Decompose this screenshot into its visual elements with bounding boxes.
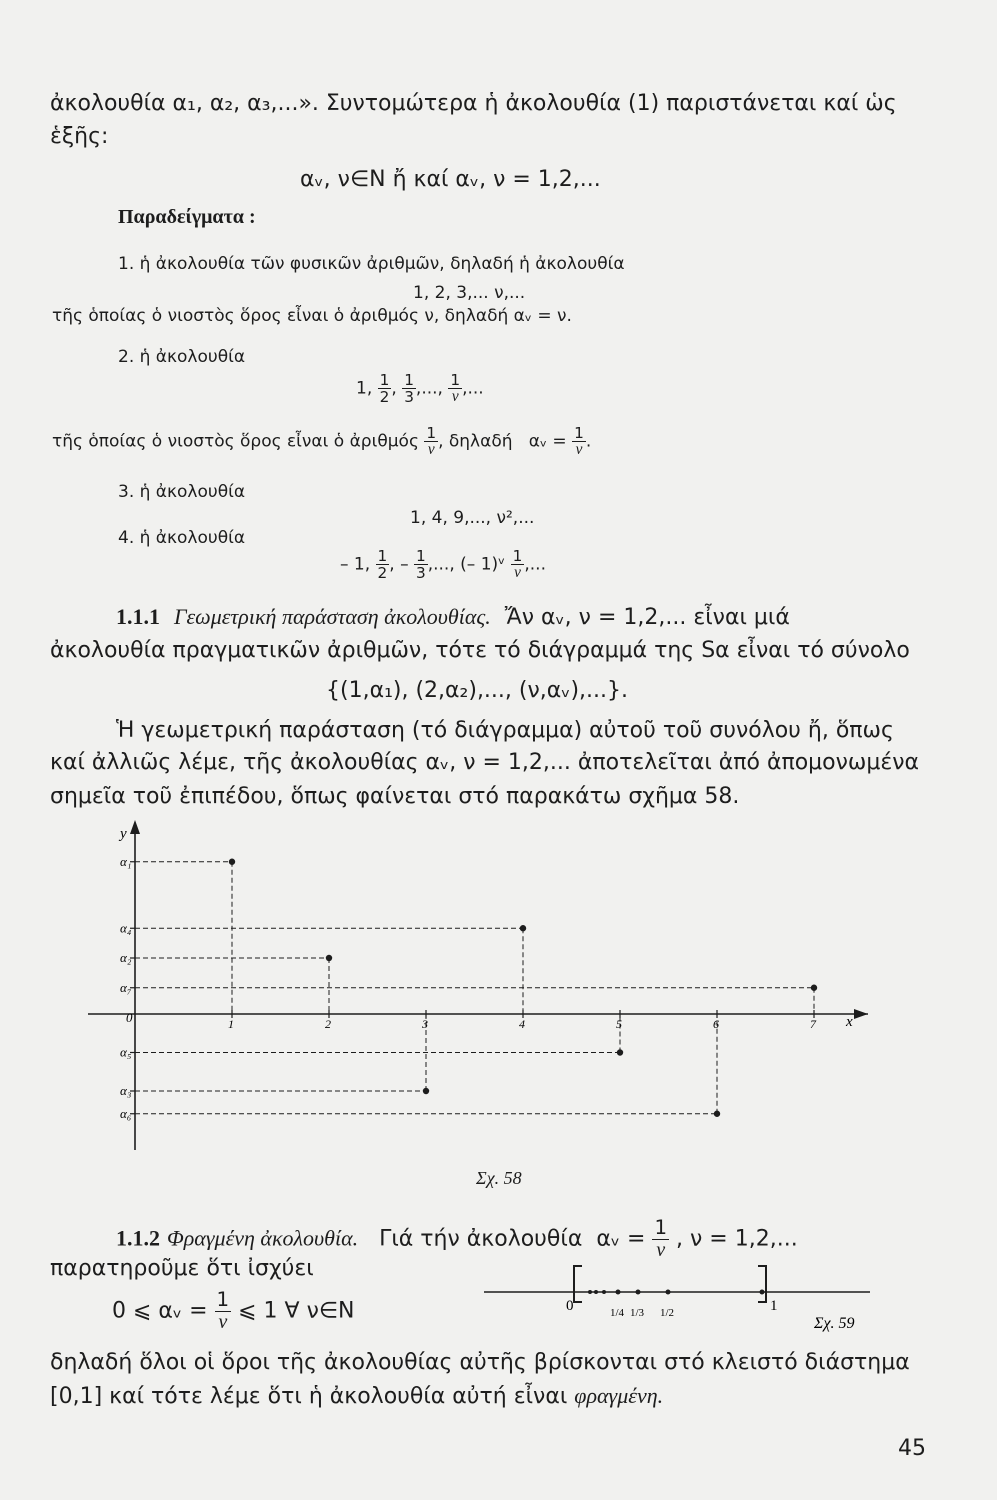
- y-axis-label: y: [120, 826, 127, 842]
- figure-59: [470, 1262, 880, 1334]
- figure-59-point-half: [666, 1290, 671, 1295]
- example-3-text: 3. ἡ ἀκολουθία: [118, 482, 246, 502]
- figure-59-point-third: [636, 1290, 641, 1295]
- figure-59-quarter: 1/4: [610, 1307, 625, 1319]
- sequence-point-label: α₃: [120, 1083, 132, 1098]
- example-1-sequence: 1, 2, 3,... ν,...: [413, 283, 526, 303]
- section-111-paragraph-2: καί ἀλλιῶς λέμε, τῆς ἀκολουθίας αᵥ, ν = 1,2,... ἀποτελεῖται ἀπό ἀπομονωμένα: [50, 750, 920, 775]
- sequence-point-label: α₇: [120, 979, 132, 995]
- x-axis-arrow: [854, 1009, 868, 1019]
- figure-59-half: 1/2: [660, 1307, 675, 1319]
- x-axis-label: x: [846, 1014, 853, 1030]
- section-112-line-4: [0,1] καί τότε λέμε ὅτι ἡ ἀκολουθία αὐτή εἶναι φραγμένη.: [50, 1383, 664, 1409]
- section-111-heading: 1.1.1 Γεωμετρική παράσταση ἀκολουθίας. Ἄν αᵥ, ν = 1,2,... εἶναι μιά: [116, 604, 790, 630]
- example-2-sequence: 1, $\frac{1}{2}$ , $\frac{1}{3}$ ,..., $\frac{1}{\nu}$ ,...: [356, 371, 484, 407]
- section-112-inequality: 0 ⩽ αᵥ = $\frac{1}{\nu}$ ⩽ 1 ∀ ν∈N: [112, 1288, 355, 1333]
- intro-formula: αᵥ, ν∈N ἤ καί αᵥ, ν = 1,2,...: [300, 167, 601, 192]
- example-2-description: τῆς ὁποίας ὁ νιοστὸς ὅρος εἶναι ὁ ἀριθμός $\frac{1}{\nu}$ , δηλαδή αᵥ = $\frac{1}{\nu}$ .: [52, 424, 592, 459]
- figure-59-right-bracket: [758, 1266, 766, 1302]
- figure-59-one: 1: [770, 1298, 778, 1314]
- sequence-point: [423, 1088, 429, 1094]
- intro-line-1: ἀκολουθία α₁, α₂, α₃,...». Συντομώτερα ἡ ἀκολουθία (1) παριστάνεται καί ὡς: [50, 91, 897, 116]
- sequence-point-label: α₂: [120, 950, 132, 965]
- sequence-point: [520, 925, 526, 931]
- sequence-point-label: α₄: [120, 920, 132, 936]
- sequence-point: [326, 955, 332, 961]
- examples-heading: Παραδείγματα :: [118, 206, 256, 228]
- figure-59-third: 1/3: [630, 1307, 645, 1319]
- figure-59-point: [602, 1290, 606, 1294]
- section-112-heading: 1.1.2 Φραγμένη ἀκολουθία. Γιά τήν ἀκολουθία αᵥ = $\frac{1}{\nu}$ , ν = 1,2,...: [116, 1216, 798, 1261]
- x-tick-label: 1: [228, 1017, 234, 1031]
- sequence-point-label: α₅: [120, 1044, 132, 1060]
- figure-59-point: [594, 1290, 598, 1294]
- y-axis-arrow: [130, 820, 140, 834]
- sequence-point-label: α₆: [120, 1105, 132, 1121]
- figure-58: [0, 810, 997, 1190]
- sequence-point: [617, 1049, 623, 1055]
- example-4-text: 4. ἡ ἀκολουθία: [118, 528, 246, 548]
- figure-59-point: [588, 1290, 592, 1294]
- example-2-text: 2. ἡ ἀκολουθία: [118, 347, 246, 367]
- example-1-description: τῆς ὁποίας ὁ νιοστὸς ὅρος εἶναι ὁ ἀριθμός ν, δηλαδή αᵥ = ν.: [52, 306, 572, 326]
- figure-59-zero: 0: [566, 1298, 574, 1314]
- example-1-text: 1. ἡ ἀκολουθία τῶν φυσικῶν ἀριθμῶν, δηλαδή ἡ ἀκολουθία: [118, 254, 625, 274]
- x-tick-label: 6: [713, 1017, 719, 1031]
- section-111-line-2: ἀκολουθία πραγματικῶν ἀριθμῶν, τότε τό διάγραμμά της Sα εἶναι τό σύνολο: [50, 638, 910, 663]
- x-tick-label: 3: [422, 1017, 428, 1031]
- figure-59-point-one: [760, 1290, 765, 1295]
- section-111-set: {(1,α₁), (2,α₂),..., (ν,αᵥ),...}.: [326, 678, 628, 703]
- sequence-point-label: α₁: [120, 853, 132, 869]
- x-tick-label: 5: [616, 1017, 622, 1031]
- sequence-point: [811, 985, 817, 991]
- section-112-line-2: παρατηροῦμε ὅτι ἰσχύει: [50, 1256, 314, 1281]
- example-4-sequence: – 1, $\frac{1}{2}$ , – $\frac{1}{3}$ ,..., (– 1)ᵛ $\frac{1}{\nu}$ ,...: [340, 547, 546, 583]
- section-112-line-3: δηλαδή ὅλοι οἱ ὅροι τῆς ἀκολουθίας αὐτῆς βρίσκονται στό κλειστό διάστημα: [50, 1350, 910, 1375]
- origin-label: 0: [126, 1010, 133, 1025]
- figure-59-caption: Σχ. 59: [814, 1315, 855, 1332]
- section-111-paragraph-1: Ἡ γεωμετρική παράσταση (τό διάγραμμα) αὐτοῦ τοῦ συνόλου ἤ, ὅπως: [116, 718, 894, 743]
- figure-59-point-quarter: [616, 1290, 621, 1295]
- figure-59-left-bracket: [574, 1266, 582, 1302]
- x-tick-label: 7: [810, 1017, 816, 1031]
- intro-line-2: ἑξῆς:: [50, 124, 109, 149]
- sequence-point: [714, 1111, 720, 1117]
- section-111-paragraph-3: σημεῖα τοῦ ἐπιπέδου, ὅπως φαίνεται στό παρακάτω σχῆμα 58.: [50, 784, 740, 809]
- example-3-sequence: 1, 4, 9,..., ν²,...: [410, 508, 535, 528]
- page-number: 45: [898, 1436, 926, 1461]
- x-tick-label: 4: [519, 1017, 525, 1031]
- figure-58-caption: Σχ. 58: [476, 1168, 522, 1188]
- x-tick-label: 2: [325, 1017, 331, 1031]
- sequence-point: [229, 859, 235, 865]
